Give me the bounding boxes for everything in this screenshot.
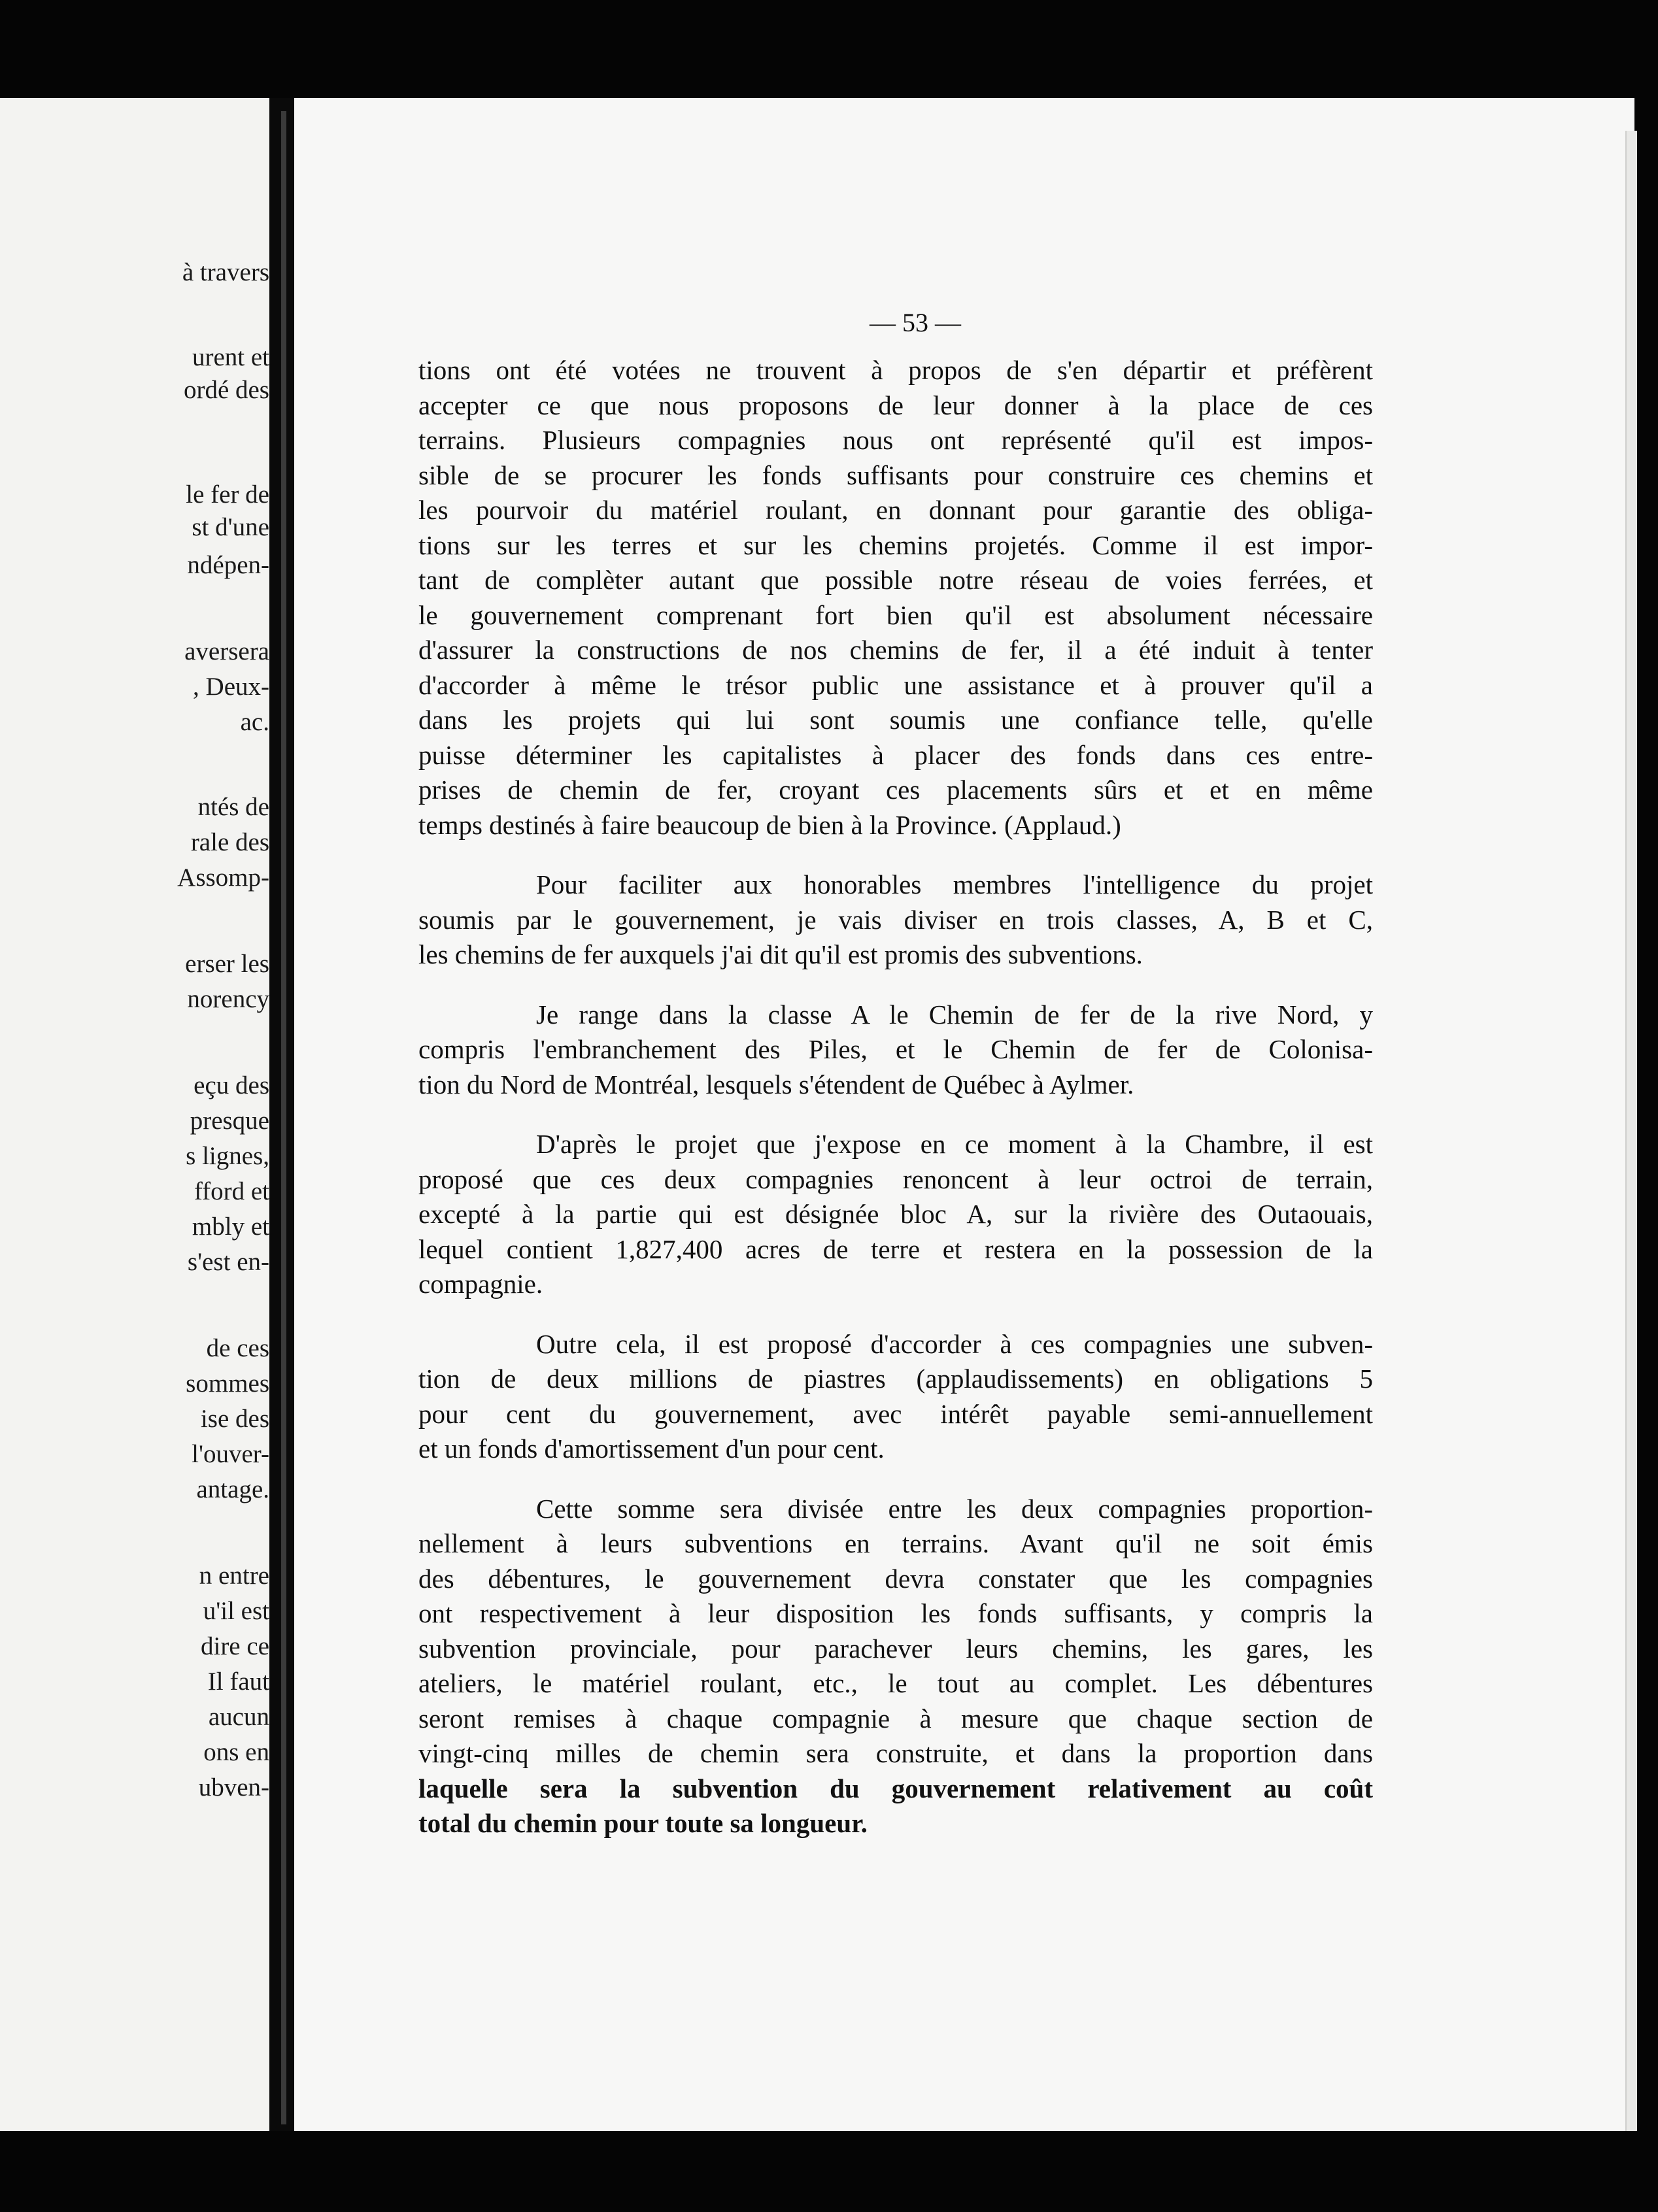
text-line: les pourvoir du matériel roulant, en donnant pour garantie des obliga- (418, 495, 1373, 525)
paragraph (418, 867, 1373, 973)
left-page-line: s'est en- (187, 1248, 269, 1276)
left-page-line: ons en (203, 1738, 269, 1766)
text-line: les chemins de fer auxquels j'ai dit qu'il est promis des subventions. (418, 939, 1143, 969)
left-page-line: eçu des (194, 1071, 269, 1099)
left-page-fragment (0, 98, 269, 2131)
text-line: tion de deux millions de piastres (applaudissements) en obligations 5 (418, 1364, 1373, 1394)
text-line: compagnie. (418, 1269, 543, 1299)
page-edge (1625, 131, 1637, 2131)
text-line: sible de se procurer les fonds suffisants pour construire ces chemins et (418, 460, 1373, 490)
left-page-line: ndépen- (187, 551, 269, 579)
text-line: puisse déterminer les capitalistes à placer des fonds dans ces entre- (418, 739, 1373, 770)
left-page-line: presque (190, 1107, 269, 1135)
text-line: subvention provinciale, pour parachever leurs chemins, les gares, les (418, 1633, 1373, 1664)
left-page-line: aucun (208, 1703, 269, 1731)
left-page-line: , Deux- (193, 673, 269, 701)
text-line: Cette somme sera divisée entre les deux compagnies proportion- (536, 1493, 1373, 1524)
text-line: prises de chemin de fer, croyant ces placements sûrs et et en même (418, 775, 1373, 805)
left-page-line: Il faut (207, 1667, 269, 1696)
left-page-line: ordé des (183, 376, 269, 404)
text-line: accepter ce que nous proposons de leur donner à la place de ces (418, 390, 1373, 420)
text-line: Outre cela, il est proposé d'accorder à ces compagnies une subven- (536, 1328, 1373, 1359)
text-line: vingt-cinq milles de chemin sera construite, et dans la proportion dans (418, 1738, 1373, 1768)
text-line: Pour faciliter aux honorables membres l'intelligence du projet (536, 869, 1373, 899)
left-page-line: n entre (199, 1562, 269, 1590)
text-line: total du chemin pour toute sa longueur. (418, 1808, 868, 1838)
left-page-line: sommes (186, 1369, 269, 1398)
text-line: d'accorder à même le trésor public une assistance et à prouver qu'il a (418, 669, 1373, 700)
text-line: laquelle sera la subvention du gouvernement relativement au coût (418, 1773, 1373, 1803)
text-line: terrains. Plusieurs compagnies nous ont représenté qu'il est impos- (418, 425, 1373, 455)
gutter-shadow (281, 111, 286, 2124)
page-number: — 53 — (870, 308, 961, 337)
text-line: tion du Nord de Montréal, lesquels s'étendent de Québec à Aylmer. (418, 1069, 1134, 1099)
left-page-line: de ces (206, 1334, 269, 1362)
left-page-line: ntés de (197, 793, 269, 821)
left-page-line: rale des (190, 828, 269, 856)
left-page-line: ubven- (198, 1773, 269, 1801)
left-page-line: à travers (182, 258, 269, 286)
text-line: proposé que ces deux compagnies renoncent à leur octroi de terrain, (418, 1164, 1373, 1194)
left-page-line: ise des (200, 1405, 269, 1433)
text-line: compris l'embranchement des Piles, et le Chemin de fer de Colonisa- (418, 1034, 1373, 1064)
text-line: nellement à leurs subventions en terrains. Avant qu'il ne soit émis (418, 1528, 1373, 1558)
left-page-line: dire ce (200, 1632, 269, 1660)
text-line: lequel contient 1,827,400 acres de terre et restera en la possession de la (418, 1233, 1373, 1264)
paragraph (418, 1492, 1373, 1841)
left-page-line: fford et (194, 1177, 269, 1205)
left-page-line: aversera (184, 637, 269, 665)
text-line: tions ont été votées ne trouvent à propos de s'en départir et préfèrent (418, 355, 1373, 385)
left-page-line: antage. (196, 1475, 269, 1503)
body-text (418, 353, 1373, 1866)
text-line: tant de complèter autant que possible notre réseau de voies ferrées, et (418, 565, 1373, 595)
text-line: D'après le projet que j'expose en ce moment à la Chambre, il est (536, 1129, 1373, 1159)
text-line: tions sur les terres et sur les chemins projetés. Comme il est impor- (418, 529, 1373, 560)
text-line: d'assurer la constructions de nos chemins de fer, il a été induit à tenter (418, 635, 1373, 665)
left-page-line: mbly et (192, 1213, 269, 1241)
paragraph (418, 353, 1373, 843)
left-page-line: s lignes, (186, 1142, 269, 1170)
left-page-line: urent et (192, 343, 269, 371)
text-line: ateliers, le matériel roulant, etc., le tout au complet. Les débentures (418, 1668, 1373, 1698)
paragraph (418, 997, 1373, 1103)
text-line: temps destinés à faire beaucoup de bien à la Province. (Applaud.) (418, 809, 1121, 840)
text-line: ont respectivement à leur disposition les fonds suffisants, y compris la (418, 1598, 1373, 1628)
left-page-line: u'il est (203, 1597, 269, 1625)
left-page-line: Assomp- (177, 863, 269, 892)
left-page-line: st d'une (192, 513, 269, 541)
text-line: pour cent du gouvernement, avec intérêt payable semi-annuellement (418, 1398, 1373, 1429)
left-page-line: l'ouver- (192, 1440, 269, 1468)
text-line: des débentures, le gouvernement devra constater que les compagnies (418, 1563, 1373, 1594)
left-page-line: le fer de (186, 480, 269, 509)
text-line: dans les projets qui lui sont soumis une confiance telle, qu'elle (418, 705, 1373, 735)
paragraph (418, 1327, 1373, 1467)
text-line: Je range dans la classe A le Chemin de fer de la rive Nord, y (536, 999, 1373, 1030)
text-line: excepté à la partie qui est désignée bloc A, sur la rivière des Outaouais, (418, 1199, 1373, 1229)
left-page-line: erser les (185, 950, 269, 978)
left-page-line: ac. (240, 708, 269, 736)
paragraph (418, 1127, 1373, 1302)
text-line: soumis par le gouvernement, je vais diviser en trois classes, A, B et C, (418, 904, 1373, 935)
text-line: seront remises à chaque compagnie à mesure que chaque section de (418, 1703, 1373, 1734)
text-line: le gouvernement comprenant fort bien qu'il est absolument nécessaire (418, 599, 1373, 630)
text-line: et un fonds d'amortissement d'un pour cent. (418, 1433, 885, 1464)
left-page-line: norency (187, 985, 269, 1013)
